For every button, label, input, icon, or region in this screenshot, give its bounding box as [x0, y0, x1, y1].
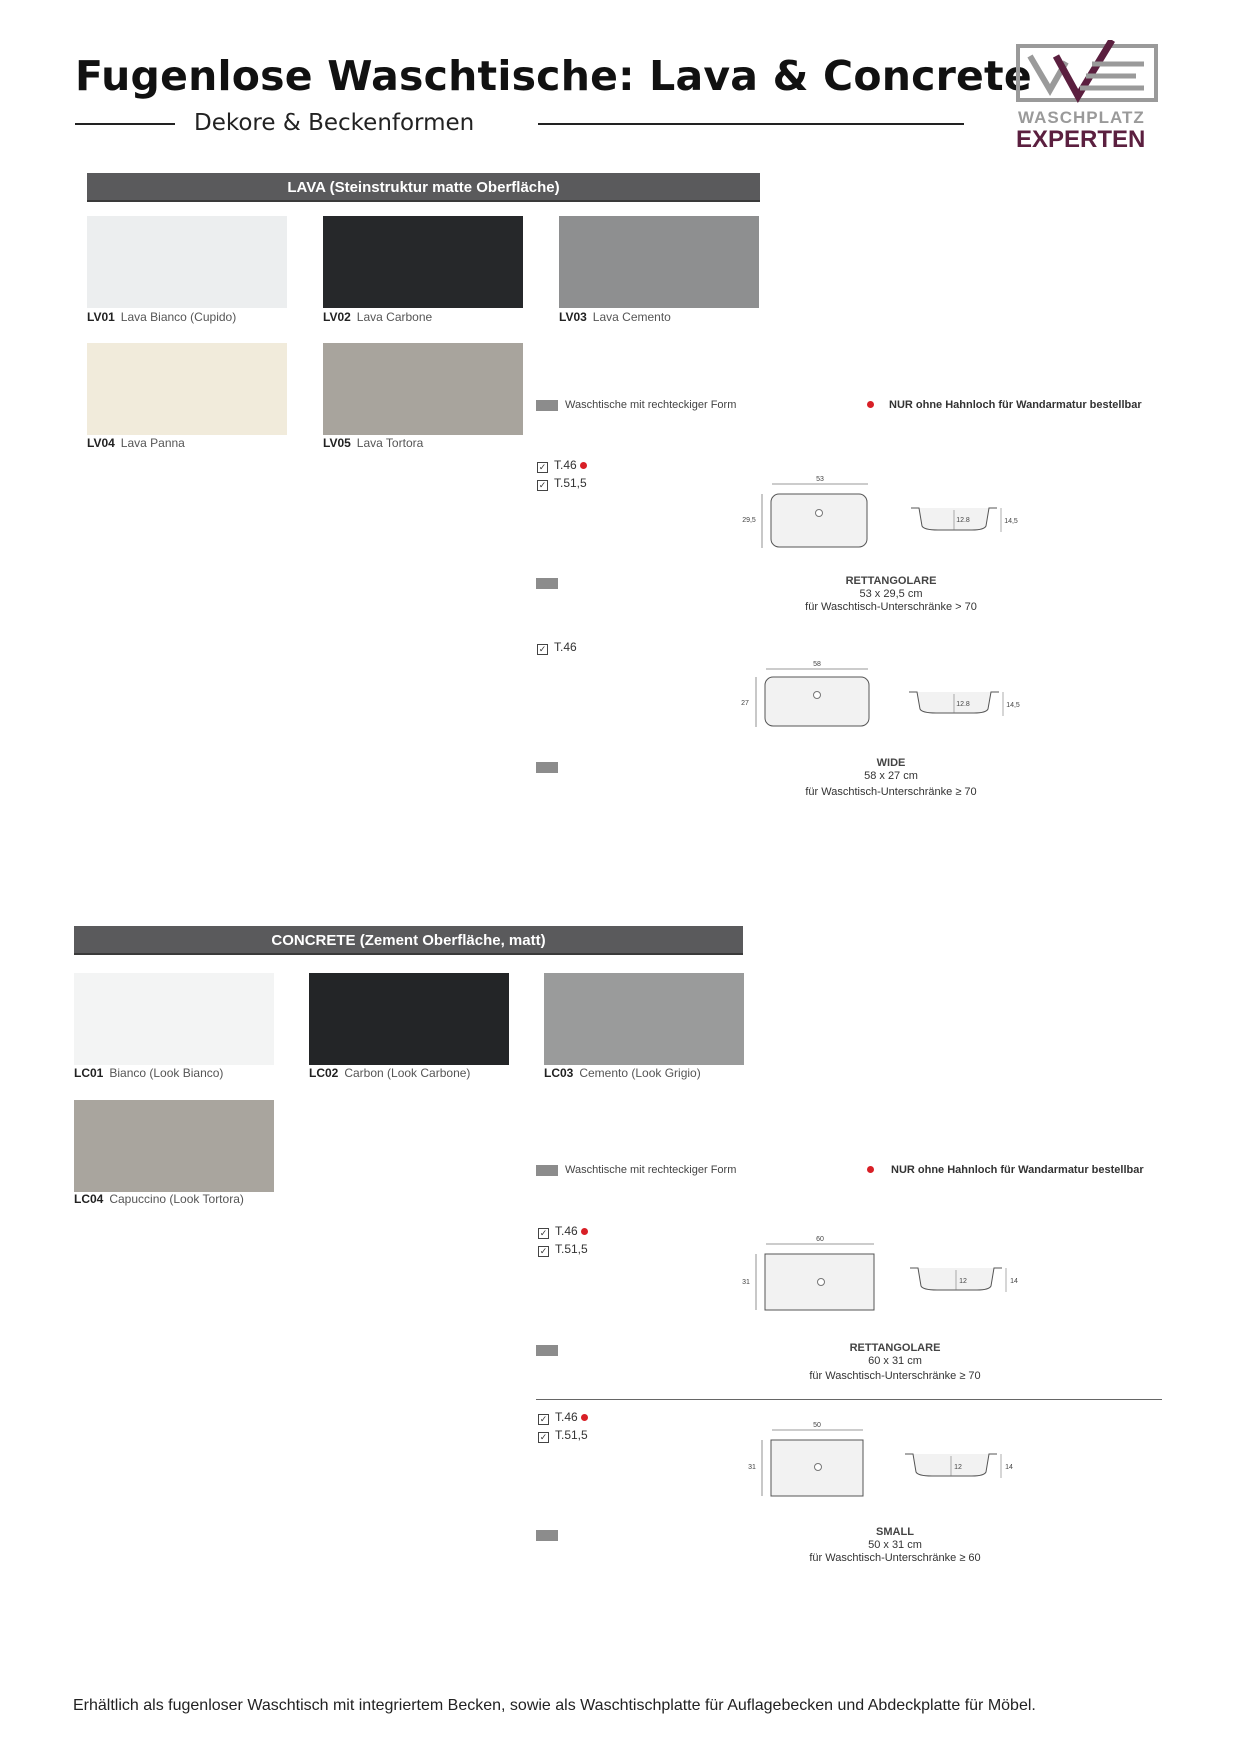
lava-swatch-lv04 [87, 343, 287, 435]
shape-size: 50 x 31 cm [868, 1539, 922, 1551]
legend-form-text: Waschtische mit rechteckiger Form [565, 1164, 737, 1176]
dim-height: 31 [748, 1464, 756, 1471]
lava-swatch-lv05 [323, 343, 523, 435]
lava-swatch-lv02 [323, 216, 523, 308]
concrete-swatch-lc01 [74, 973, 274, 1065]
lava-swatch-caption [87, 436, 185, 450]
swatch-code: LV01 [87, 310, 115, 324]
dim-depth: 14,5 [1006, 702, 1020, 709]
lava-swatch-lv03 [559, 216, 759, 308]
swatch-code: LC02 [309, 1066, 339, 1080]
red-dot-icon [580, 462, 587, 469]
swatch-name: Bianco (Look Bianco) [109, 1066, 224, 1080]
checkbox-icon: ✓ [538, 480, 547, 490]
dim-inner: 12.8 [956, 701, 970, 708]
dim-depth: 14 [1005, 1464, 1013, 1471]
checkbox-icon: ✓ [538, 462, 547, 472]
checkbox-icon: ✓ [539, 1414, 548, 1424]
concrete-swatch-caption [309, 1066, 470, 1080]
legend-form-swatch [536, 762, 558, 773]
swatch-name: Lava Tortora [356, 436, 424, 450]
concrete-rettangolare-label [775, 1342, 1015, 1383]
dim-height: 27 [741, 700, 749, 707]
swatch-name: Lava Cemento [592, 310, 671, 324]
page-subtitle: Dekore & Beckenformen [194, 110, 475, 136]
swatch-name: Capuccino (Look Tortora) [109, 1192, 244, 1206]
shape-cabinet: für Waschtisch-Unterschränke ≥ 70 [809, 1370, 981, 1382]
swatch-name: Lava Panna [120, 436, 185, 450]
checkbox-icon: ✓ [539, 1246, 548, 1256]
red-dot-icon [867, 1166, 874, 1173]
swatch-name: Lava Bianco (Cupido) [120, 310, 237, 324]
subtitle-rule-right [538, 123, 964, 125]
lava-swatch-caption [323, 436, 423, 450]
shape-size: 60 x 31 cm [868, 1355, 922, 1367]
footer-note: Erhältlich als fugenloser Waschtisch mit integriertem Becken, sowie als Waschtischplatte für Auflagebecken und Abdeckplatte für Möbel. [73, 1697, 1036, 1714]
legend-form-swatch [536, 400, 558, 411]
option-t515: ✓ T.51,5 [539, 1242, 588, 1256]
lava-section-bar: LAVA (Steinstruktur matte Oberfläche) [87, 173, 760, 202]
checkbox-icon: ✓ [538, 644, 547, 654]
swatch-code: LC03 [544, 1066, 574, 1080]
legend-note-text: NUR ohne Hahnloch für Wandarmatur bestellbar [889, 399, 1142, 411]
shape-size: 53 x 29,5 cm [859, 588, 923, 600]
logo-text-bottom: EXPERTEN [1016, 126, 1146, 153]
option-t46: ✓ T.46 [537, 458, 587, 473]
concrete-swatch-caption [74, 1192, 244, 1206]
red-dot-icon [581, 1228, 588, 1235]
shape-cabinet: für Waschtisch-Unterschränke > 70 [805, 601, 977, 613]
lava-swatch-caption [323, 310, 432, 324]
dim-inner: 12.8 [956, 517, 970, 524]
swatch-code: LV04 [87, 436, 115, 450]
concrete-section-bar: CONCRETE (Zement Oberfläche, matt) [74, 926, 743, 955]
legend-form-text: Waschtische mit rechteckiger Form [565, 399, 737, 411]
subtitle-rule-left [75, 123, 175, 125]
checkbox-icon: ✓ [539, 1432, 548, 1442]
legend-form-swatch [536, 1165, 558, 1176]
red-dot-icon [581, 1414, 588, 1421]
dim-inner: 12 [954, 1464, 962, 1471]
swatch-code: LV02 [323, 310, 351, 324]
dim-height: 29,5 [742, 517, 756, 524]
swatch-name: Carbon (Look Carbone) [344, 1066, 471, 1080]
concrete-swatch-lc02 [309, 973, 509, 1065]
dim-width: 50 [813, 1422, 821, 1429]
shape-divider [536, 1399, 1162, 1400]
shape-name: WIDE [876, 757, 906, 769]
shape-name: RETTANGOLARE [849, 1342, 941, 1354]
shape-name: SMALL [876, 1526, 914, 1538]
option-t46: ✓ T.46 [538, 1224, 588, 1239]
lava-rettangolare-diagram [738, 470, 1038, 555]
legend-form-swatch [536, 578, 558, 589]
dim-depth: 14,5 [1004, 518, 1018, 525]
shape-cabinet: für Waschtisch-Unterschränke ≥ 70 [805, 786, 977, 798]
concrete-rettangolare-diagram [740, 1232, 1040, 1317]
concrete-small-label [775, 1526, 1015, 1565]
swatch-code: LC04 [74, 1192, 104, 1206]
concrete-swatch-caption [74, 1066, 223, 1080]
swatch-code: LV03 [559, 310, 587, 324]
red-dot-icon [867, 401, 874, 408]
lava-swatch-caption [559, 310, 671, 324]
option-t515: ✓ T.51,5 [538, 476, 587, 490]
lava-swatch-lv01 [87, 216, 287, 308]
lava-wide-label [771, 757, 1011, 799]
lava-swatch-caption [87, 310, 236, 324]
checkbox-icon: ✓ [539, 1228, 548, 1238]
legend-note-text: NUR ohne Hahnloch für Wandarmatur bestellbar [891, 1164, 1144, 1176]
page-title: Fugenlose Waschtische: Lava & Concrete [75, 52, 1032, 100]
shape-size: 58 x 27 cm [864, 770, 918, 782]
option-t46: ✓ T.46 [538, 640, 577, 654]
shape-cabinet: für Waschtisch-Unterschränke ≥ 60 [809, 1552, 981, 1564]
dim-width: 58 [813, 661, 821, 668]
dim-inner: 12 [959, 1278, 967, 1285]
dim-width: 60 [816, 1236, 824, 1243]
dim-width: 53 [816, 476, 824, 483]
legend-form-swatch [536, 1345, 558, 1356]
concrete-small-diagram [745, 1418, 1045, 1503]
lava-rettangolare-label [771, 575, 1011, 614]
swatch-code: LV05 [323, 436, 351, 450]
concrete-swatch-lc03 [544, 973, 744, 1065]
logo-text-top: WASCHPLATZ [1018, 108, 1145, 127]
legend-form-swatch [536, 1530, 558, 1541]
dim-height: 31 [742, 1279, 750, 1286]
swatch-name: Lava Carbone [356, 310, 433, 324]
shape-name: RETTANGOLARE [845, 575, 937, 587]
lava-wide-diagram [738, 655, 1038, 740]
swatch-name: Cemento (Look Grigio) [579, 1066, 701, 1080]
dim-depth: 14 [1010, 1278, 1018, 1285]
swatch-code: LC01 [74, 1066, 104, 1080]
concrete-swatch-caption [544, 1066, 701, 1080]
option-t515: ✓ T.51,5 [539, 1428, 588, 1442]
option-t46: ✓ T.46 [538, 1410, 588, 1425]
company-logo [1016, 40, 1158, 160]
concrete-swatch-lc04 [74, 1100, 274, 1192]
